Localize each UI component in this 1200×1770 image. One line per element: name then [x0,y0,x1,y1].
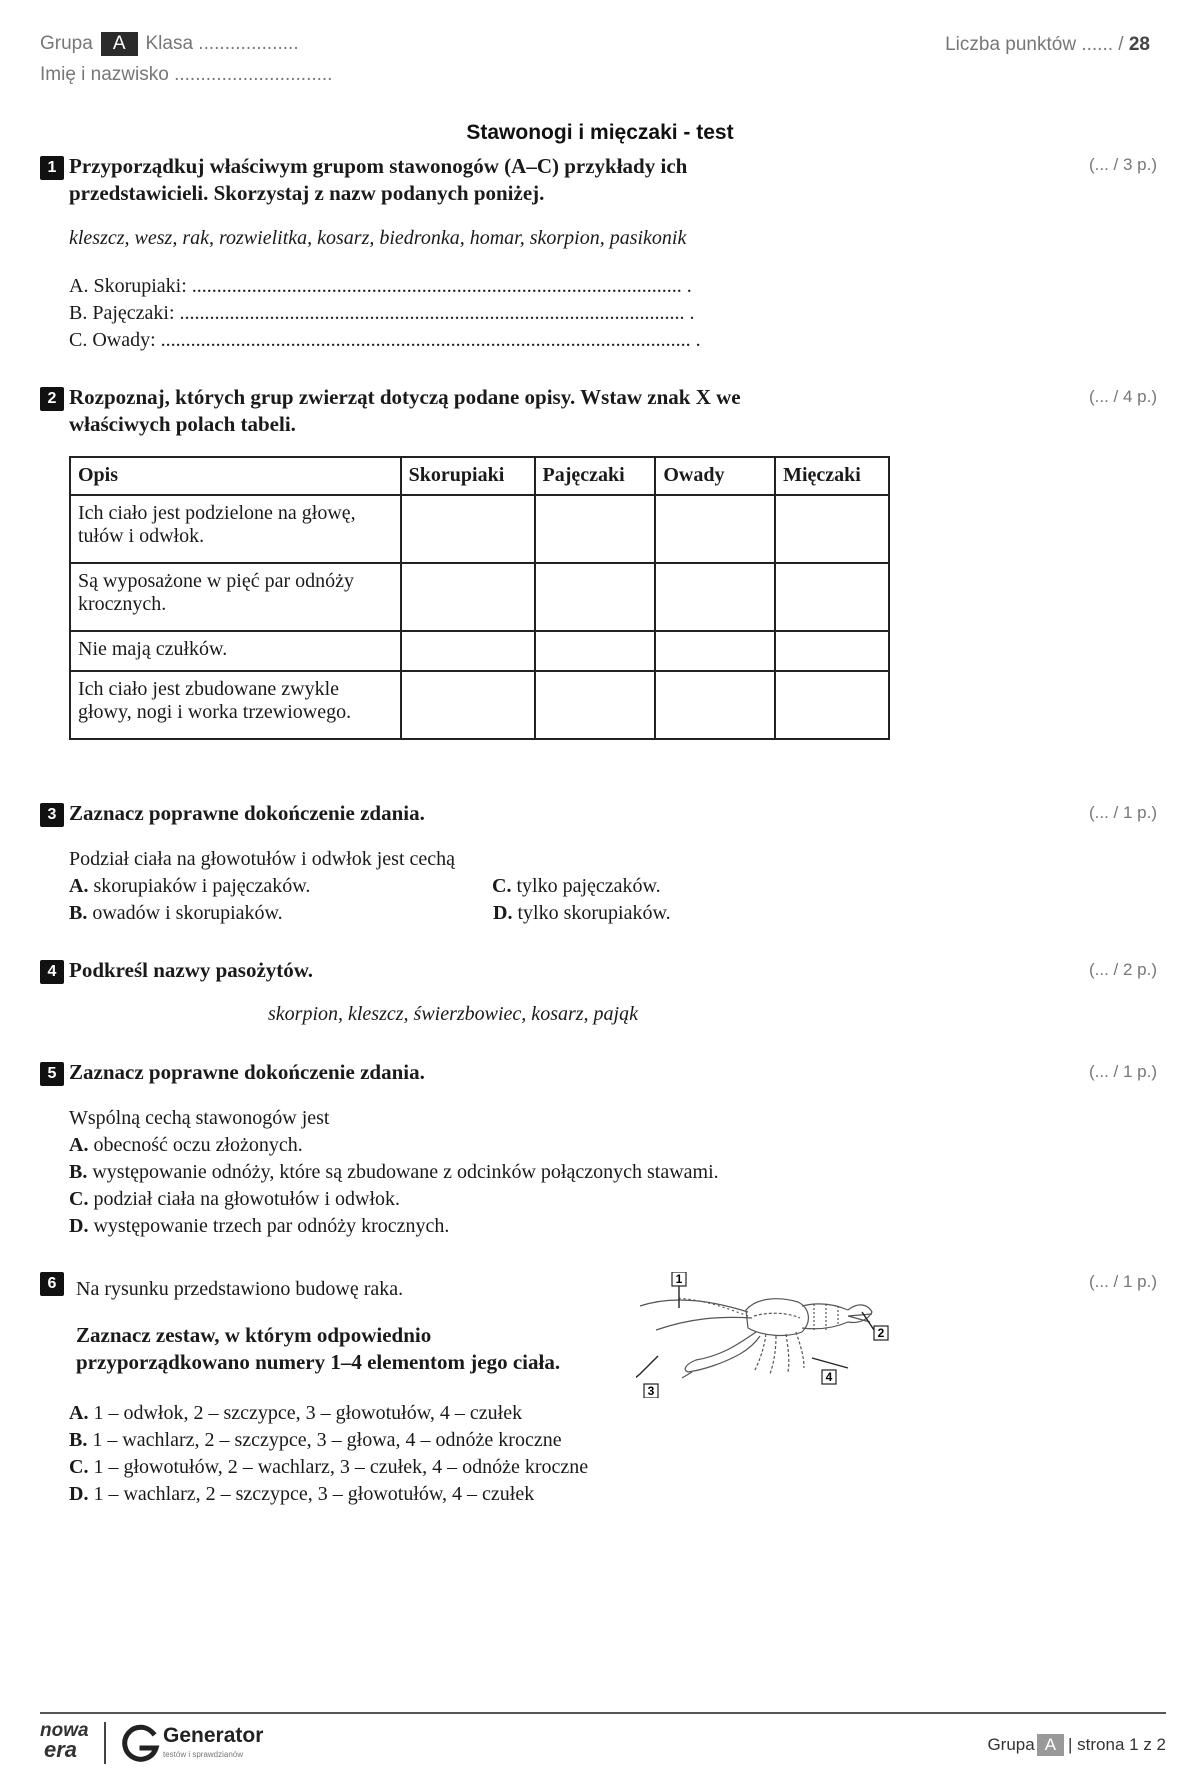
question-3-stem: Podział ciała na głowotułów i odwłok jest cechą [69,848,456,870]
table-row [70,671,889,739]
option-c[interactable]: C. podział ciała na głowotułów i odwłok. [69,1188,401,1210]
question-1-line2: przedstawicieli. Skorzystaj z nazw podanych poniżej. [69,181,545,205]
answer-cell[interactable] [401,631,535,671]
answer-cell[interactable] [655,563,775,631]
question-1-line1: Przyporządkuj właściwym grupom stawonogów (A–C) przykłady ich [69,154,688,178]
question-3-text: Zaznacz poprawne dokończenie zdania. [69,801,425,825]
description-cell: Ich ciało jest podzielone na głowę, tułów i odwłok. [70,495,401,563]
column-header: Opis [70,457,401,495]
question-2-points: (... / 4 p.) [1088,387,1157,406]
points-label: Liczba punktów ...... / [945,34,1124,55]
answer-cell[interactable] [401,495,535,563]
question-6-intro: Na rysunku przedstawiono budowę raka. [76,1278,404,1300]
question-6-line1: Zaznacz zestaw, w którym odpowiednio [76,1323,432,1347]
option-c[interactable]: C. 1 – głowotułów, 2 – wachlarz, 3 – czułek, 4 – odnóże kroczne [69,1456,589,1478]
footer-group-label: Grupa [987,1735,1035,1754]
answer-cell[interactable] [775,495,889,563]
table-row [70,631,889,671]
answer-cell[interactable] [655,671,775,739]
question-4-number: 4 [40,960,64,984]
question-1-number: 1 [40,156,64,180]
logo-era-text: era [44,1737,78,1762]
generator-g-icon [120,1724,160,1764]
logo-nowa-text: nowa [40,1720,89,1741]
column-header: Pajęczaki [535,457,656,495]
question-4-words[interactable]: skorpion, kleszcz, świerzbowiec, kosarz, pająk [268,1003,638,1025]
question-2-number: 2 [40,387,64,411]
footer-group-badge: A [1037,1734,1064,1756]
figure-label-1: 1 [675,1272,683,1286]
answer-cell[interactable] [401,563,535,631]
description-cell: Ich ciało jest zbudowane zwykle głowy, nogi i worka trzewiowego. [70,671,401,739]
answer-cell[interactable] [535,671,656,739]
answer-line[interactable]: C. Owady: .......................................................................................................... . [69,329,701,351]
table-row [70,495,889,563]
question-5-points: (... / 1 p.) [1088,1062,1157,1081]
group-label: Grupa [40,33,93,54]
column-header: Skorupiaki [401,457,535,495]
description-cell: Nie mają czułków. [70,631,401,671]
answer-cell[interactable] [655,495,775,563]
crayfish-drawing [640,1298,872,1378]
question-4-text: Podkreśl nazwy pasożytów. [69,958,314,982]
answer-cell[interactable] [655,631,775,671]
points-line [945,34,1150,56]
answer-cell[interactable] [535,495,656,563]
question-2-line2: właściwych polach tabeli. [69,412,296,436]
answer-cell[interactable] [535,563,656,631]
page-title: Stawonogi i mięczaki - test [466,121,734,144]
option-b[interactable]: B. owadów i skorupiaków. [69,902,283,924]
option-d[interactable]: D. występowanie trzech par odnóży krocznych. [69,1215,450,1237]
answer-cell[interactable] [775,631,889,671]
footer-page-number: | strona 1 z 2 [1068,1735,1166,1754]
table-header-row [70,457,889,495]
question-1-words: kleszcz, wesz, rak, rozwielitka, kosarz, biedronka, homar, skorpion, pasikonik [69,227,687,249]
question-3-number: 3 [40,803,64,827]
figure-label-2: 2 [877,1326,885,1340]
table-row [70,563,889,631]
column-header: Mięczaki [775,457,889,495]
option-a[interactable]: A. obecność oczu złożonych. [69,1134,303,1156]
option-b[interactable]: B. 1 – wachlarz, 2 – szczypce, 3 – głowa, 4 – odnóże kroczne [69,1429,562,1451]
answer-cell[interactable] [775,671,889,739]
question-6-points: (... / 1 p.) [1088,1272,1157,1291]
question-6-line2: przyporządkowano numery 1–4 elementom jego ciała. [76,1350,561,1374]
answer-line[interactable]: B. Pajęczaki: ..................................................................................................... . [69,302,695,324]
footer-page-info [987,1734,1166,1756]
answer-line[interactable]: A. Skorupiaki: .................................................................................................. . [69,275,692,297]
question-1-answers [69,273,701,354]
name-line: Imię i nazwisko .............................. [40,64,333,85]
option-d[interactable]: D. 1 – wachlarz, 2 – szczypce, 3 – głowotułów, 4 – czułek [69,1483,535,1505]
question-6-text [76,1322,560,1376]
question-2-text [69,384,741,438]
option-d[interactable]: D. tylko skorupiaków. [493,902,671,924]
points-total: 28 [1128,34,1150,55]
question-5-stem: Wspólną cechą stawonogów jest [69,1107,330,1129]
question-1-text [69,153,687,207]
crayfish-figure [636,1272,890,1398]
answer-cell[interactable] [775,563,889,631]
header-group-line [40,32,299,56]
option-c[interactable]: C. tylko pajęczaków. [492,875,661,897]
question-5-number: 5 [40,1062,64,1086]
question-3-points: (... / 1 p.) [1088,803,1157,822]
class-label: Klasa ................... [145,33,299,54]
generator-label: Generator [163,1724,264,1747]
nowa-era-logo [40,1721,88,1765]
question-4-points: (... / 2 p.) [1088,960,1157,979]
figure-label-4: 4 [825,1370,833,1384]
answer-cell[interactable] [401,671,535,739]
option-b[interactable]: B. występowanie odnóży, które są zbudowane z odcinków połączonych stawami. [69,1161,719,1183]
answer-cell[interactable] [535,631,656,671]
question-1-points: (... / 3 p.) [1088,155,1157,174]
description-cell: Są wyposażone w pięć par odnóży krocznych. [70,563,401,631]
question-2-line1: Rozpoznaj, których grup zwierząt dotyczą podane opisy. Wstaw znak X we [69,385,741,409]
generator-subtitle: testów i sprawdzianów [163,1750,244,1759]
column-header: Owady [655,457,775,495]
logo-separator [104,1722,106,1764]
option-a[interactable]: A. skorupiaków i pajęczaków. [69,875,311,897]
footer-divider [40,1712,1166,1714]
question-6-number: 6 [40,1272,64,1296]
group-badge: A [101,32,138,56]
classification-table [69,456,890,740]
question-5-text: Zaznacz poprawne dokończenie zdania. [69,1060,425,1084]
figure-label-3: 3 [647,1384,655,1398]
option-a[interactable]: A. 1 – odwłok, 2 – szczypce, 3 – głowotułów, 4 – czułek [69,1402,523,1424]
